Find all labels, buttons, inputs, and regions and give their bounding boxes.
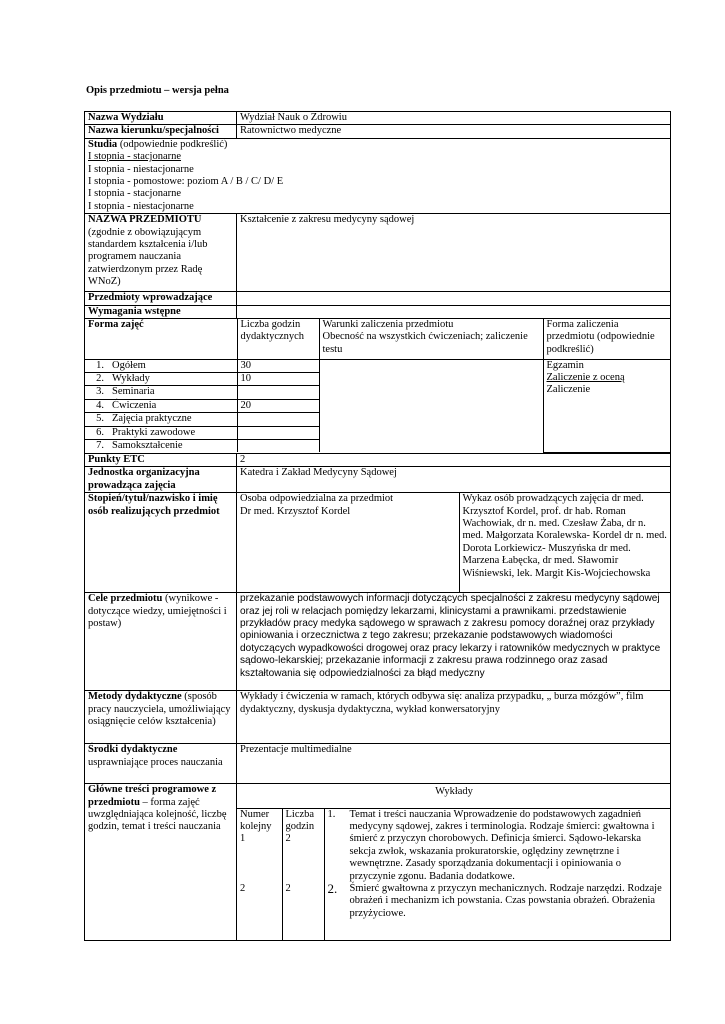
form-option-exam: Egzamin [546, 359, 584, 371]
classes-row-ogolem [85, 359, 237, 372]
studies-option-1: I stopnia - stacjonarne [88, 151, 182, 163]
goals-label: Cele przedmiotu [88, 593, 163, 605]
form-header: Forma zaliczenia przedmiotu (odpowiednie podkreślić) [543, 319, 671, 359]
means-hint: usprawniające proces nauczania [88, 756, 223, 768]
faculty-value: Wydział Nauk o Zdrowiu [237, 112, 671, 125]
classes-row-name: Seminaria [112, 386, 155, 398]
methods-label: Metody dydaktyczne [88, 691, 182, 703]
introductory-row [85, 292, 671, 305]
classes-row-num: 1. [96, 359, 104, 371]
classes-row-num: 7. [96, 440, 104, 451]
classes-row [85, 319, 671, 454]
topic-item [328, 809, 669, 883]
classes-row-praktyki [85, 426, 237, 439]
classes-row-samoksztalcenie [85, 440, 237, 453]
topic-marker: 2. [327, 881, 338, 897]
subject-name-label: NAZWA PRZEDMIOTU [88, 214, 202, 226]
staff-responsible [237, 493, 459, 592]
classes-row-name: Ćwiczenia [112, 399, 157, 411]
classes-row-name: Wykłady [112, 372, 150, 384]
classes-row-hours: 30 [237, 359, 319, 372]
classes-row-name: Samokształcenie [112, 440, 183, 451]
prerequisites-label: Wymagania wstępne [85, 305, 237, 318]
topic-hours-2: 2 [285, 882, 291, 894]
course-description-table [84, 111, 670, 941]
classes-row-hours [237, 426, 319, 439]
prerequisites-row [85, 305, 671, 318]
classes-row-num: 6. [96, 426, 104, 438]
subject-name-hint: (zgodnie z obowiązującym standardem kształcenia i/lub programem nauczania zatwierdzonym przez Radę WNoZ) [88, 226, 208, 288]
classes-label: Forma zajęć [85, 319, 237, 359]
ects-value: 2 [237, 453, 671, 466]
major-row [85, 125, 671, 138]
responsible-label: Osoba odpowiedzialna za przedmiot [240, 493, 394, 505]
unit-row [85, 467, 671, 493]
content-hint: – forma zajęć uwzględniająca kolejność, liczbę godzin, temat i treści nauczania [88, 796, 227, 833]
conditions-header-cell [319, 319, 543, 359]
means-label-cell [85, 744, 237, 784]
major-label: Nazwa kierunku/specjalności [85, 125, 237, 138]
topic-list [324, 808, 671, 940]
subject-name-label-cell [85, 214, 237, 292]
staff-row [85, 493, 671, 593]
faculty-row [85, 112, 671, 125]
classes-row-wyklady [85, 372, 237, 385]
means-label: Środki dydaktyczne [88, 744, 178, 756]
staff-cell [237, 493, 671, 593]
form-options [543, 359, 671, 452]
subject-name-value: Kształcenie z zakresu medycyny sądowej [237, 214, 671, 292]
studies-option-2: I stopnia - niestacjonarne [88, 163, 194, 175]
classes-row-seminaria [85, 386, 237, 399]
topic-item [328, 883, 669, 920]
classes-row-hours [237, 386, 319, 399]
prerequisites-value [237, 305, 671, 318]
subject-name-row [85, 214, 671, 292]
classes-row-num: 3. [96, 386, 104, 398]
studies-option-4: I stopnia - stacjonarne [88, 188, 182, 200]
goals-row [85, 593, 671, 691]
classes-row-cwiczenia [85, 399, 237, 412]
topic-num-2: 2 [240, 882, 246, 894]
methods-text: Wykłady i ćwiczenia w ramach, których odbywa się: analiza przypadku, „ burza mózgów”, film dydaktyczny, dyskusja dydaktyczna, wykład konwersatoryjny [237, 691, 671, 744]
classes-row-hours [237, 413, 319, 426]
topic-num-1: 1 [240, 833, 246, 845]
goals-label-cell [85, 593, 237, 691]
topic-numbers [237, 808, 282, 940]
classes-row-num: 2. [96, 372, 104, 384]
content-label: Główne treści programowe z przedmiotu [88, 784, 217, 808]
introductory-value [237, 292, 671, 305]
col-hours-header: Liczba godzin [285, 808, 315, 833]
staff-list: Wykaz osób prowadzących zajęcia dr med. Krzysztof Kordel, prof. dr hab. Roman Wachowiak, dr n. med. Czesław Żaba, dr n. med. Małgorzata Koralewska- Kordel dr n. med. Dorota Lorkiewicz- Muszyńska dr med. Marzena Łabęcka, dr med. Sławomir Wiśniewski, lek. Margit Kis-Wojciechowska [462, 493, 667, 579]
unit-value: Katedra i Zakład Medycyny Sądowej [237, 467, 671, 493]
content-label-cell [85, 784, 237, 941]
studies-label: Studia [88, 138, 118, 150]
form-option-pass: Zaliczenie [546, 384, 591, 396]
col-num-header: Numer kolejny [240, 808, 272, 833]
topic-text: Śmierć gwałtowna z przyczyn mechanicznych. Rodzaje narzędzi. Rodzaje obrażeń i mechanizm ich powstania. Czas powstania obrażeń. Obrażenia przyżyciowe. [349, 883, 662, 919]
conditions-header: Warunki zaliczenia przedmiotu [322, 319, 454, 331]
introductory-label: Przedmioty wprowadzające [85, 292, 237, 305]
page-title: Opis przedmiotu – wersja pełna [86, 85, 229, 96]
classes-row-num: 5. [96, 413, 104, 425]
content-section-title: Wykłady [237, 784, 671, 808]
form-option-graded: Zaliczenie z oceną [546, 371, 625, 383]
classes-row-hours: 10 [237, 372, 319, 385]
studies-cell [85, 138, 671, 213]
content-cell [237, 784, 671, 941]
staff-label: Stopień/tytuł/nazwisko i imię osób realizujących przedmiot [85, 493, 237, 593]
methods-row [85, 691, 671, 744]
methods-hint: (sposób pracy nauczyciela, umożliwiający osiągnięcie celów kształcenia) [88, 691, 231, 727]
content-row [85, 784, 671, 941]
classes-row-zajecia-praktyczne [85, 413, 237, 426]
faculty-label: Nazwa Wydziału [85, 112, 237, 125]
topic-text: Temat i treści nauczania Wprowadzenie do podstawowych zagadnień medycyny sądowej, zakres i terminologia. Rodzaje śmierci: gwałtowna i śmierć z przyczyn chorobowych. Definicja śmierci. Sądowo-lekarska sekcja zwłok, wskazania prokuratorskie, oględziny zewnętrzne i wewnętrzne. Zasady sporządzania dokumentacji i opiniowania o przyczynie zgonu. Badania dodatkowe. [349, 808, 655, 882]
methods-label-cell [85, 691, 237, 744]
studies-hint: (odpowiednie podkreślić) [119, 138, 228, 150]
classes-row-hours [237, 440, 319, 453]
studies-option-5: I stopnia - niestacjonarne [88, 200, 194, 212]
ects-label: Punkty ETC [85, 453, 237, 466]
topic-marker: 1. [327, 808, 336, 820]
conditions-text: Obecność na wszystkich ćwiczeniach; zaliczenie testu [322, 331, 528, 355]
classes-row-name: Zajęcia praktyczne [112, 413, 192, 425]
means-text: Prezentacje multimedialne [237, 744, 671, 784]
classes-row-hours: 20 [237, 399, 319, 412]
studies-row [85, 138, 671, 213]
means-row [85, 744, 671, 784]
goals-hint: (wynikowe - dotyczące wiedzy, umiejętności i postaw) [88, 593, 227, 629]
topic-hours [282, 808, 324, 940]
unit-label: Jednostka organizacyjna prowadząca zajęcia [85, 467, 237, 493]
studies-option-3: I stopnia - pomostowe: poziom A / B / C/ D/ E [88, 176, 284, 188]
ects-row [85, 453, 671, 466]
classes-row-num: 4. [96, 399, 104, 411]
major-value: Ratownictwo medyczne [237, 125, 671, 138]
classes-block [85, 319, 671, 454]
classes-row-name: Praktyki zawodowe [112, 426, 196, 438]
classes-row-name: Ogółem [112, 359, 146, 371]
conditions-empty [319, 359, 543, 452]
goals-text: przekazanie podstawowych informacji dotyczących specjalności z zakresu medycyny sądowej oraz jej roli w relacjach pomiędzy lekarzami, klinicystami a prawnikami. przedstawienie przykładów pracy medyka sądowego w sprawach z zakresu pomocy doraźnej oraz przykłady opiniowania i orzecznictwa z tego zakresu; przekazanie podstawowych wiadomości dotyczących wypadkowości drogowej oraz pracy lekarzy i ratowników medycznych w praktyce sądowo-lekarskiej; przekazanie informacji z zakresu prawa rodzinnego oraz zasad kształtowania się odpowiedzialności za błąd medyczny [237, 593, 671, 691]
hours-header: Liczba godzin dydaktycznych [237, 319, 319, 359]
responsible-name: Dr med. Krzysztof Kordel [240, 505, 351, 517]
topic-hours-1: 2 [285, 833, 291, 845]
